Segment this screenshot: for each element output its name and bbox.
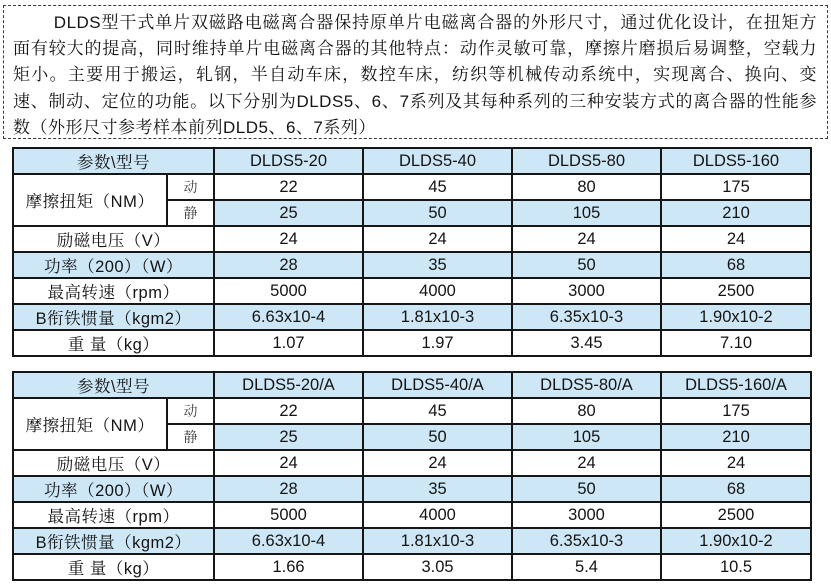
value-cell: 24 bbox=[512, 226, 661, 252]
param-label-cell: 重 量（kg） bbox=[13, 330, 214, 356]
value-cell: 80 bbox=[512, 174, 661, 200]
param-label-cell: 重 量（kg） bbox=[13, 554, 214, 580]
intro-paragraph-box bbox=[3, 5, 828, 139]
value-cell: 6.63x10-4 bbox=[214, 528, 363, 554]
value-cell: 68 bbox=[661, 476, 811, 502]
param-label-cell: B衔铁惯量（kgm2） bbox=[13, 528, 214, 554]
value-cell: 6.63x10-4 bbox=[214, 304, 363, 330]
dynamic-sublabel-cell: 动 bbox=[167, 174, 214, 200]
value-cell: 24 bbox=[214, 450, 363, 476]
table-row bbox=[13, 278, 811, 304]
table-row bbox=[13, 528, 811, 554]
value-cell: 4000 bbox=[363, 278, 512, 304]
model-header-cell: DLDS5-40 bbox=[363, 148, 512, 174]
param-model-header-cell: 参数\型号 bbox=[13, 148, 214, 174]
value-cell: 35 bbox=[363, 476, 512, 502]
static-sublabel-cell: 静 bbox=[167, 424, 214, 450]
value-cell: 24 bbox=[363, 450, 512, 476]
value-cell: 50 bbox=[363, 424, 512, 450]
value-cell: 3.05 bbox=[363, 554, 512, 580]
value-cell: 1.07 bbox=[214, 330, 363, 356]
value-cell: 4000 bbox=[363, 502, 512, 528]
value-cell: 6.35x10-3 bbox=[512, 528, 661, 554]
value-cell: 68 bbox=[661, 252, 811, 278]
table-row bbox=[13, 174, 811, 200]
param-label-cell: 励磁电压（V） bbox=[13, 226, 214, 252]
table-row bbox=[13, 252, 811, 278]
table-row bbox=[13, 226, 811, 252]
value-cell: 1.97 bbox=[363, 330, 512, 356]
param-label-cell: 最高转速（rpm） bbox=[13, 502, 214, 528]
value-cell: 22 bbox=[214, 174, 363, 200]
model-header-cell: DLDS5-40/A bbox=[363, 372, 512, 398]
dynamic-sublabel-cell: 动 bbox=[167, 398, 214, 424]
value-cell: 50 bbox=[363, 200, 512, 226]
table-row bbox=[13, 502, 811, 528]
model-header-cell: DLDS5-20 bbox=[214, 148, 363, 174]
param-model-header-cell: 参数\型号 bbox=[13, 372, 214, 398]
value-cell: 1.81x10-3 bbox=[363, 304, 512, 330]
value-cell: 175 bbox=[661, 174, 811, 200]
table-row bbox=[13, 148, 811, 174]
static-sublabel-cell: 静 bbox=[167, 200, 214, 226]
value-cell: 210 bbox=[661, 424, 811, 450]
value-cell: 5000 bbox=[214, 502, 363, 528]
value-cell: 2500 bbox=[661, 502, 811, 528]
value-cell: 45 bbox=[363, 398, 512, 424]
spec-table-dlds5-a bbox=[12, 371, 812, 581]
table-row bbox=[13, 398, 811, 424]
value-cell: 10.5 bbox=[661, 554, 811, 580]
model-header-cell: DLDS5-160/A bbox=[661, 372, 811, 398]
value-cell: 25 bbox=[214, 424, 363, 450]
value-cell: 25 bbox=[214, 200, 363, 226]
param-label-cell: 励磁电压（V） bbox=[13, 450, 214, 476]
value-cell: 1.90x10-2 bbox=[661, 304, 811, 330]
torque-label-cell: 摩擦扭矩（NM） bbox=[13, 398, 167, 450]
value-cell: 1.90x10-2 bbox=[661, 528, 811, 554]
torque-label-cell: 摩擦扭矩（NM） bbox=[13, 174, 167, 226]
value-cell: 7.10 bbox=[661, 330, 811, 356]
value-cell: 105 bbox=[512, 200, 661, 226]
model-header-cell: DLDS5-160 bbox=[661, 148, 811, 174]
value-cell: 50 bbox=[512, 476, 661, 502]
param-label-cell: 最高转速（rpm） bbox=[13, 278, 214, 304]
value-cell: 3000 bbox=[512, 502, 661, 528]
table-row bbox=[13, 450, 811, 476]
value-cell: 105 bbox=[512, 424, 661, 450]
table-row bbox=[13, 476, 811, 502]
value-cell: 22 bbox=[214, 398, 363, 424]
model-header-cell: DLDS5-20/A bbox=[214, 372, 363, 398]
value-cell: 1.81x10-3 bbox=[363, 528, 512, 554]
value-cell: 28 bbox=[214, 252, 363, 278]
table-row bbox=[13, 304, 811, 330]
model-header-cell: DLDS5-80/A bbox=[512, 372, 661, 398]
value-cell: 45 bbox=[363, 174, 512, 200]
value-cell: 24 bbox=[661, 226, 811, 252]
value-cell: 210 bbox=[661, 200, 811, 226]
value-cell: 24 bbox=[512, 450, 661, 476]
value-cell: 3000 bbox=[512, 278, 661, 304]
value-cell: 80 bbox=[512, 398, 661, 424]
value-cell: 3.45 bbox=[512, 330, 661, 356]
value-cell: 50 bbox=[512, 252, 661, 278]
value-cell: 6.35x10-3 bbox=[512, 304, 661, 330]
value-cell: 24 bbox=[661, 450, 811, 476]
value-cell: 24 bbox=[363, 226, 512, 252]
intro-text: DLDS型干式单片双磁路电磁离合器保持原单片电磁离合器的外形尺寸，通过优化设计，在扭矩方面有较大的提高，同时维持单片电磁离合器的其他特点：动作灵敏可靠，摩擦片磨损后易调整，空载力矩小。主要用于搬运，轧钢，半自动车床，数控车床，纺织等机械传动系统中，实现离合、换向、变速、制动、定位的功能。以下分别为DLDS5、6、7系列及其每种系列的三种安装方式的离合器的性能参数（外形尺寸参考样本前列DLD5、6、7系列） bbox=[13, 13, 817, 137]
table-row bbox=[13, 330, 811, 356]
value-cell: 1.66 bbox=[214, 554, 363, 580]
value-cell: 35 bbox=[363, 252, 512, 278]
param-label-cell: 功率（200）（W） bbox=[13, 252, 214, 278]
spec-table-dlds5 bbox=[12, 147, 812, 357]
value-cell: 5000 bbox=[214, 278, 363, 304]
value-cell: 28 bbox=[214, 476, 363, 502]
value-cell: 2500 bbox=[661, 278, 811, 304]
model-header-cell: DLDS5-80 bbox=[512, 148, 661, 174]
table-row bbox=[13, 554, 811, 580]
param-label-cell: B衔铁惯量（kgm2） bbox=[13, 304, 214, 330]
value-cell: 24 bbox=[214, 226, 363, 252]
param-label-cell: 功率（200）（W） bbox=[13, 476, 214, 502]
value-cell: 175 bbox=[661, 398, 811, 424]
table-row bbox=[13, 372, 811, 398]
value-cell: 5.4 bbox=[512, 554, 661, 580]
